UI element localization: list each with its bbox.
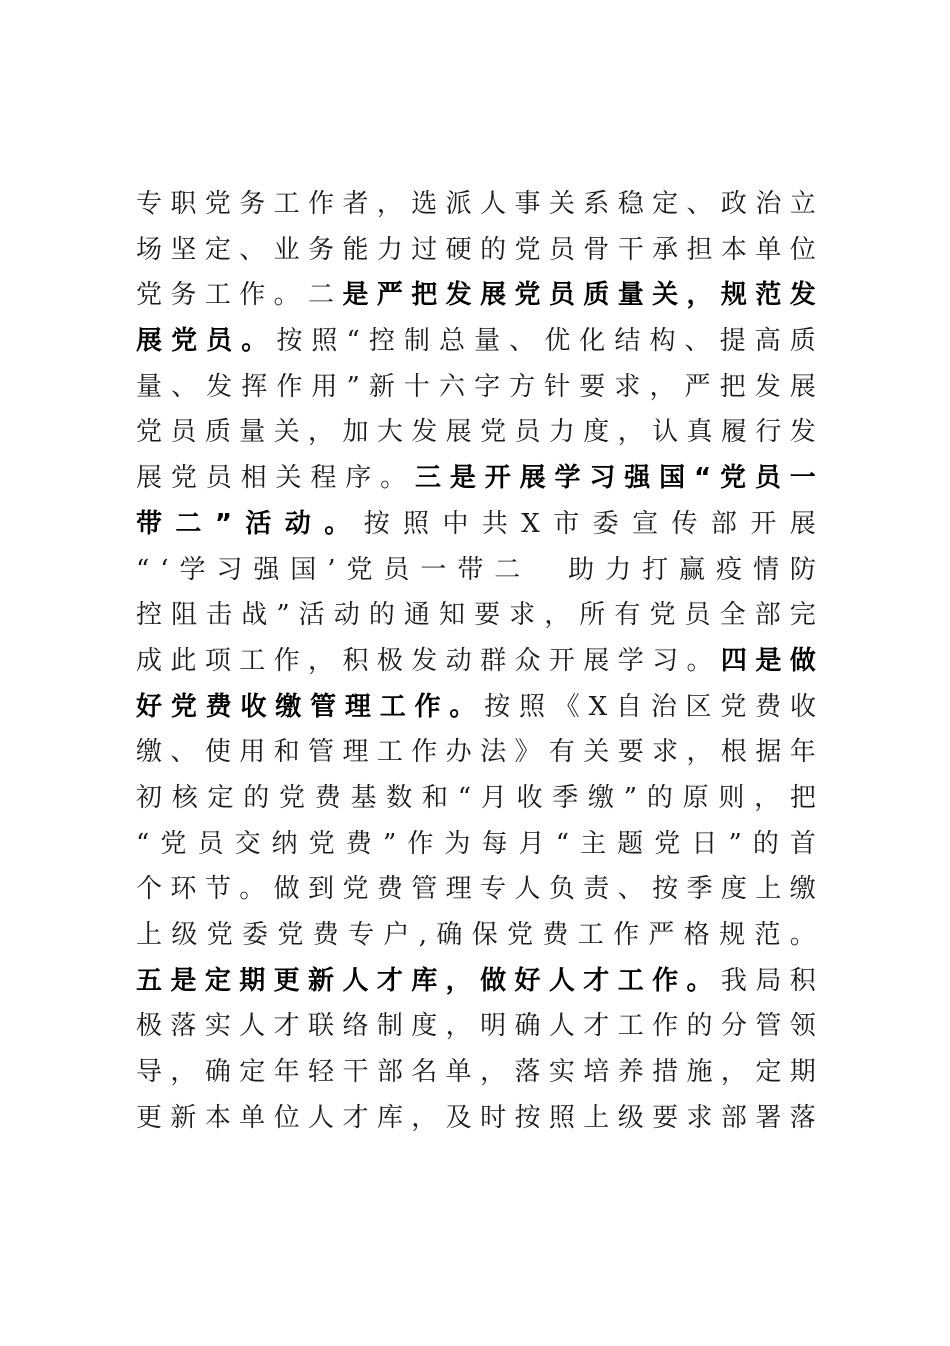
text-line: 量 、 发 挥 作 用 ” 新 十 六 字 方 针 要 求 ， 严 把 发 展 [136, 371, 816, 402]
text-line: “ 党 员 交 纳 党 费 ” 作 为 每 月 “ 主 题 党 日 ” 的 首 [136, 828, 816, 859]
text-line: 党 员 质 量 关 ， 加 大 发 展 党 员 力 度 ， 认 真 履 行 发 [136, 417, 816, 448]
text-line: 导 ， 确 定 年 轻 干 部 名 单 ， 落 实 培 养 措 施 ， 定 期 [136, 1057, 816, 1088]
text-line: 场 坚 定 、 业 务 能 力 过 硬 的 党 员 骨 干 承 担 本 单 位 [136, 234, 816, 265]
text-line: 更 新 本 单 位 人 才 库 ， 及 时 按 照 上 级 要 求 部 署 落 [136, 1102, 816, 1133]
text-line: 上 级 党 委 党 费 专 户 , 确 保 党 费 工 作 严 格 规 范 。 [136, 920, 816, 950]
text-line: 初 核 定 的 党 费 基 数 和 “ 月 收 季 缴 ” 的 原 则 ， 把 [136, 782, 816, 813]
text-line: 个 环 节 。 做 到 党 费 管 理 专 人 负 责 、 按 季 度 上 缴 [136, 874, 816, 905]
text-line: “ ‘ 学 习 强 国 ’ 党 员 一 带 二 助 力 打 赢 疫 情 防 [136, 554, 816, 585]
text-line: 成 此 项 工 作 ， 积 极 发 动 群 众 开 展 学 习 。 四 是 做 [136, 645, 816, 676]
text-line: 带 二 ” 活 动 。 按 照 中 共 X 市 委 宣 传 部 开 展 [136, 508, 816, 539]
text-line: 好 党 费 收 缴 管 理 工 作 。 按 照 《 X 自 治 区 党 费 收 [136, 691, 816, 722]
text-line: 展 党 员 。 按 照 “ 控 制 总 量 、 优 化 结 构 、 提 高 质 [136, 326, 816, 357]
text-line: 极 落 实 人 才 联 络 制 度 ， 明 确 人 才 工 作 的 分 管 领 [136, 1011, 816, 1042]
text-line: 党 务 工 作 。 二 是 严 把 发 展 党 员 质 量 关 ， 规 范 发 [136, 280, 816, 311]
text-line: 展 党 员 相 关 程 序 。 三 是 开 展 学 习 强 国 “ 党 员 一 [136, 463, 816, 494]
body-text [136, 182, 816, 1141]
text-line: 控 阻 击 战 ” 活 动 的 通 知 要 求 ， 所 有 党 员 全 部 完 [136, 600, 816, 631]
text-line: 专 职 党 务 工 作 者 ， 选 派 人 事 关 系 稳 定 、 政 治 立 [136, 189, 816, 219]
text-line: 缴 、 使 用 和 管 理 工 作 办 法 》 有 关 要 求 ， 根 据 年 [136, 737, 816, 768]
text-line: 五 是 定 期 更 新 人 才 库 ， 做 好 人 才 工 作 。 我 局 积 [136, 965, 816, 996]
